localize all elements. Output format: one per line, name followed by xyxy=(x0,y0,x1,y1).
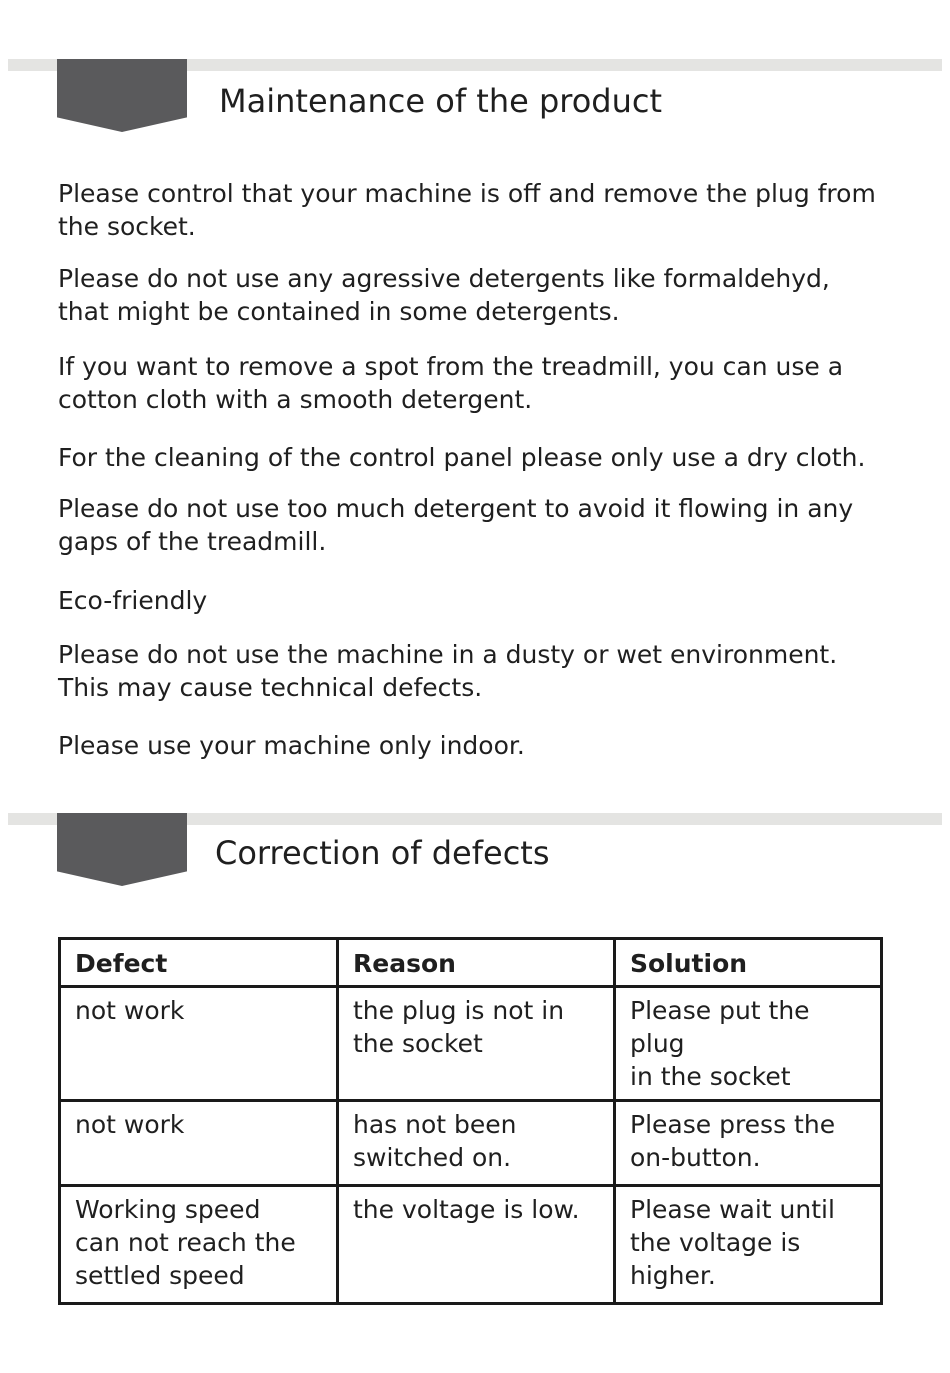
solution-cell xyxy=(615,1186,882,1304)
column-header-defect: Defect xyxy=(60,939,338,987)
maintenance-paragraph: Please use your machine only indoor. xyxy=(58,731,525,760)
maintenance-paragraph: Please do not use any agressive detergents like formaldehyd, that might be contained in some detergents. xyxy=(58,264,830,326)
cell-text: Please put the plug in the socket xyxy=(630,996,810,1091)
section-marker-tab xyxy=(57,813,187,886)
maintenance-paragraph: For the cleaning of the control panel please only use a dry cloth. xyxy=(58,443,866,472)
maintenance-paragraph: Please do not use too much detergent to avoid it flowing in any gaps of the treadmill. xyxy=(58,494,854,556)
cell-text: not work xyxy=(75,1110,185,1139)
table-row xyxy=(60,1101,882,1186)
section-marker-tab xyxy=(57,59,187,132)
cell-text: the plug is not in the socket xyxy=(353,996,565,1058)
maintenance-paragraph: If you want to remove a spot from the treadmill, you can use a cotton cloth with a smooth detergent. xyxy=(58,352,844,414)
cell-text: Please wait until the voltage is higher. xyxy=(630,1195,835,1290)
column-header-solution: Solution xyxy=(615,939,882,987)
table-row xyxy=(60,987,882,1101)
maintenance-heading: Maintenance of the product xyxy=(219,82,663,120)
maintenance-paragraph: Please do not use the machine in a dusty or wet environment. This may cause technical defects. xyxy=(58,640,838,702)
cell-text: the voltage is low. xyxy=(353,1195,580,1224)
cell-text: Please press the on-button. xyxy=(630,1110,836,1172)
defect-cell xyxy=(60,987,338,1101)
reason-cell xyxy=(338,1186,615,1304)
cell-text: Working speed can not reach the settled speed xyxy=(75,1195,296,1290)
table-row xyxy=(60,1186,882,1304)
eco-friendly-label: Eco-friendly xyxy=(58,586,208,615)
solution-cell xyxy=(615,987,882,1101)
column-header-reason: Reason xyxy=(338,939,615,987)
solution-cell xyxy=(615,1101,882,1186)
defects-heading: Correction of defects xyxy=(215,834,550,872)
reason-cell xyxy=(338,987,615,1101)
table-header-row xyxy=(60,939,882,987)
cell-text: not work xyxy=(75,996,185,1025)
defect-cell xyxy=(60,1101,338,1186)
maintenance-paragraph: Please control that your machine is off and remove the plug from the socket. xyxy=(58,179,876,241)
defects-table xyxy=(58,937,883,1305)
reason-cell xyxy=(338,1101,615,1186)
cell-text: has not been switched on. xyxy=(353,1110,517,1172)
defect-cell xyxy=(60,1186,338,1304)
